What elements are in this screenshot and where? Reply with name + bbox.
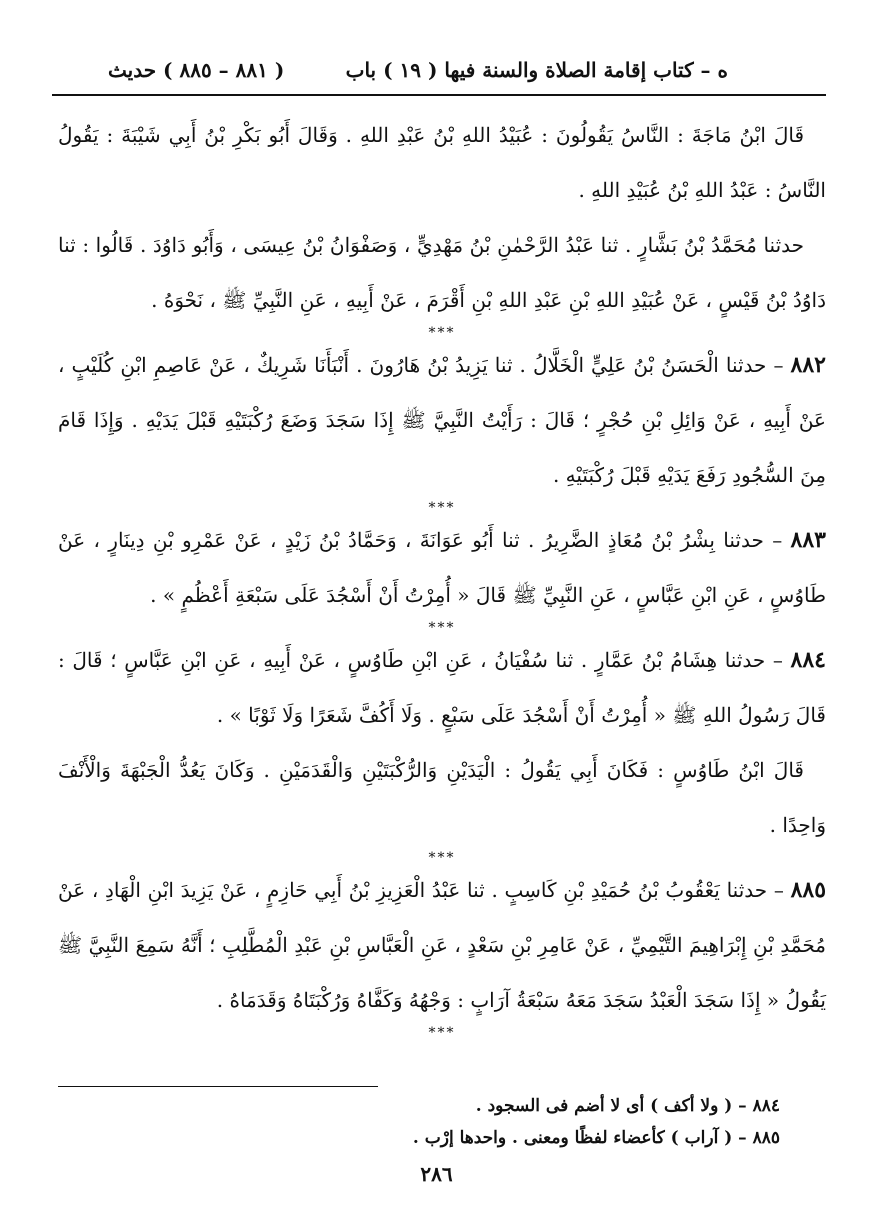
- footnote-884: ٨٨٤ – ( ولا أكف ) أى لا أضم فى السجود .: [475, 1096, 780, 1116]
- hadith-883: [58, 513, 826, 623]
- section-separator: ***: [428, 1025, 456, 1041]
- section-separator: ***: [428, 325, 456, 341]
- page-header: [108, 52, 728, 88]
- hadith-text: – حدثنا يَعْقُوبُ بْنُ حُمَيْدِ بْنِ كَاسِبٍ . ثنا عَبْدُ الْعَزِيزِ بْنُ أَبِي حَازِمٍ ، عَنْ يَزِيدَ ابْنِ الْهَادِ ، عَنْ مُحَمَّدِ بْنِ إِبْرَاهِيمَ التَّيْمِيِّ ، عَنْ عَامِرِ بْنِ سَعْدٍ ، عَنِ الْعَبَّاسِ بْنِ عَبْدِ الْمُطَّلِبِ ؛ أَنَّهُ سَمِعَ النَّبِيَّ ﷺ يَقُولُ « إِذَا سَجَدَ الْعَبْدُ سَجَدَ مَعَهُ سَبْعَةُ آرَابٍ : وَجْهُهُ وَكَفَّاهُ وَرُكْبَتَاهُ وَقَدَمَاهُ .: [58, 878, 826, 1012]
- hadith-number: ٨٨٥: [790, 877, 827, 903]
- page-number: ٢٨٦: [420, 1162, 453, 1186]
- hadith-885: [58, 863, 826, 1028]
- hadith-number: ٨٨٣: [790, 527, 826, 553]
- hadith-text: – حدثنا الْحَسَنُ بْنُ عَلِيٍّ الْخَلَّالُ . ثنا يَزِيدُ بْنُ هَارُونَ . أَنْبَأَنَا شَرِيكٌ ، عَنْ عَاصِمِ ابْنِ كُلَيْبٍ ، عَنْ أَبِيهِ ، عَنْ وَائِلِ بْنِ حُجْرٍ ؛ قَالَ : رَأَيْتُ النَّبِيَّ ﷺ إِذَا سَجَدَ وَضَعَ رُكْبَتَيْهِ قَبْلَ يَدَيْهِ . وَإِذَا قَامَ مِنَ السُّجُودِ رَفَعَ يَدَيْهِ قَبْلَ رُكْبَتَيْهِ .: [58, 353, 826, 487]
- hadith-884: [58, 633, 826, 743]
- section-separator: ***: [428, 500, 456, 516]
- hadith-882: [58, 338, 826, 503]
- section-separator: ***: [428, 850, 456, 866]
- hadith-text: – حدثنا بِشْرُ بْنُ مُعَاذٍ الضَّرِيرُ . ثنا أَبُو عَوَانَةَ ، وَحَمَّادُ بْنُ زَيْدٍ ، عَنْ عَمْرِو بْنِ دِينَارٍ ، عَنْ طَاوُسٍ ، عَنِ ابْنِ عَبَّاسٍ ، عَنِ النَّبِيِّ ﷺ قَالَ « أُمِرْتُ أَنْ أَسْجُدَ عَلَى سَبْعَةِ أَعْظُمٍ » .: [58, 528, 826, 607]
- footnote-divider: [58, 1086, 378, 1087]
- commentary-paragraph: قَالَ ابْنُ مَاجَةَ : النَّاسُ يَقُولُونَ : عُبَيْدُ اللهِ بْنُ عَبْدِ اللهِ . وَقَالَ أَبُو بَكْرِ بْنُ أَبِي شَيْبَةَ : يَقُولُ النَّاسُ : عَبْدُ اللهِ بْنُ عُبَيْدِ اللهِ .: [58, 123, 826, 202]
- chain-paragraph: حدثنا مُحَمَّدُ بْنُ بَشَّارٍ . ثنا عَبْدُ الرَّحْمٰنِ بْنُ مَهْدِيٍّ ، وَصَفْوَانُ بْنُ عِيسَى ، وَأَبُو دَاوُدَ . قَالُوا : ثنا دَاوُدُ بْنُ قَيْسٍ ، عَنْ عُبَيْدِ اللهِ بْنِ عَبْدِ اللهِ بْنِ أَقْرَمَ ، عَنْ أَبِيهِ ، عَنِ النَّبِيِّ ﷺ ، نَحْوَهُ .: [58, 233, 826, 312]
- header-hadith-range: ( ٨٨١ – ٨٨٥ ) حديث: [108, 58, 285, 82]
- footnote-885: ٨٨٥ – ( آراب ) كأعضاء لفظًا ومعنى . واحدها إرْب .: [412, 1128, 780, 1148]
- hadith-number: ٨٨٤: [790, 647, 826, 673]
- hadith-884-comment: قَالَ ابْنُ طَاوُسٍ : فَكَانَ أَبِي يَقُولُ : الْيَدَيْنِ وَالرُّكْبَتَيْنِ وَالْقَدَمَيْنِ . وَكَانَ يَعُدُّ الْجَبْهَةَ وَالْأَنْفَ وَاحِدًا .: [58, 758, 826, 837]
- hadith-text: – حدثنا هِشَامُ بْنُ عَمَّارٍ . ثنا سُفْيَانُ ، عَنِ ابْنِ طَاوُسٍ ، عَنْ أَبِيهِ ، عَنِ ابْنِ عَبَّاسٍ ؛ قَالَ : قَالَ رَسُولُ اللهِ ﷺ « أُمِرْتُ أَنْ أَسْجُدَ عَلَى سَبْعٍ . وَلَا أَكُفَّ شَعَرًا وَلَا ثَوْبًا » .: [58, 648, 826, 727]
- footnotes: [100, 1090, 780, 1154]
- main-text: [58, 108, 827, 1041]
- header-chapter-title: ه – كتاب إقامة الصلاة والسنة فيها ( ١٩ ) باب: [345, 58, 728, 82]
- hadith-number: ٨٨٢: [790, 352, 826, 378]
- section-separator: ***: [428, 620, 456, 636]
- header-divider: [52, 94, 826, 96]
